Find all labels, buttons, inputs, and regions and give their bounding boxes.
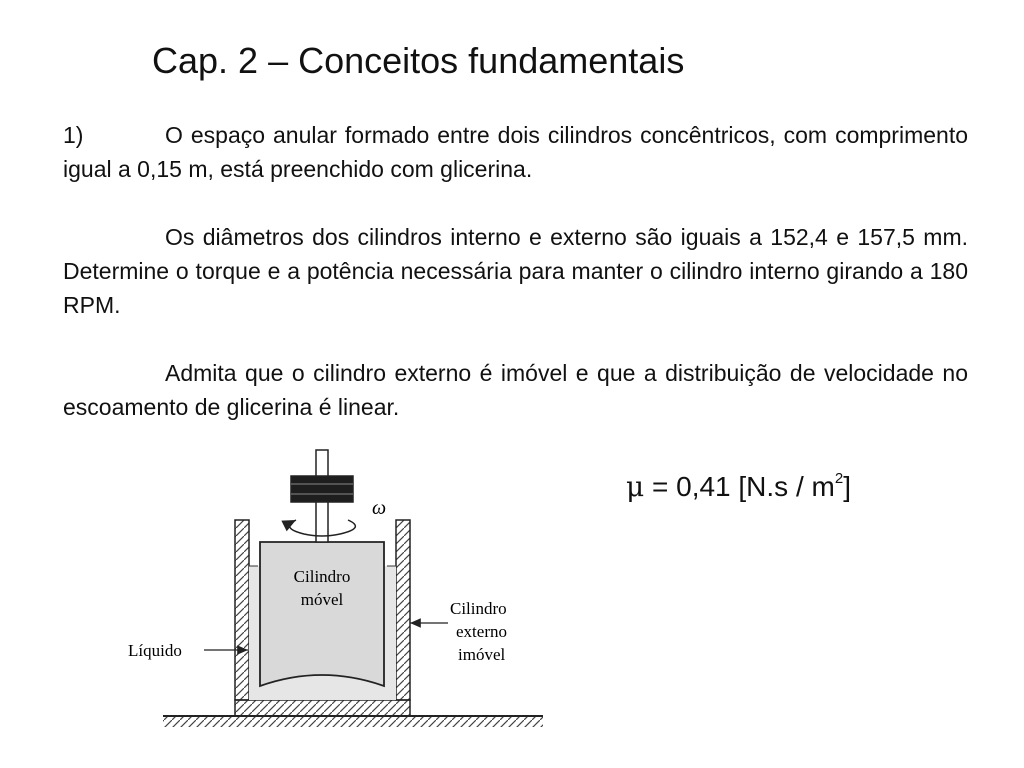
problem-text-2: Os diâmetros dos cilindros interno e externo são iguais a 152,4 e 157,5 mm. Determine o torque e a potência necessária para manter o cilindro interno girando a 180 RPM. xyxy=(63,224,968,318)
problem-paragraph-2 xyxy=(63,220,968,322)
formula-value: 0,41 xyxy=(676,471,731,502)
problem-text-1: O espaço anular formado entre dois cilindros concêntricos, com comprimento igual a 0,15 m, está preenchido com glicerina. xyxy=(63,122,968,182)
inner-cylinder xyxy=(260,542,384,686)
formula-unit: $[N.s / m^2]$ xyxy=(738,470,851,502)
cylinder-diagram xyxy=(108,440,548,745)
omega-label: ω xyxy=(372,497,387,519)
problem-paragraph-1 xyxy=(63,118,968,186)
viscosity-formula xyxy=(626,470,851,503)
problem-text-3: Admita que o cilindro externo é imóvel e que a distribuição de velocidade no escoamento de glicerina é linear. xyxy=(63,360,968,420)
formula-equals: = xyxy=(651,471,669,502)
outer-cylinder-label-3: imóvel xyxy=(458,645,506,664)
shaft xyxy=(291,450,353,542)
inner-cylinder-label-2: móvel xyxy=(300,590,344,609)
page-title: Cap. 2 – Conceitos fundamentais xyxy=(152,40,685,81)
problem-paragraph-3 xyxy=(63,356,968,424)
liquid-label: Líquido xyxy=(128,641,182,660)
problem-number: 1) xyxy=(63,122,84,148)
inner-cylinder-label-1: Cilindro xyxy=(293,567,351,586)
mu-symbol: μ xyxy=(626,470,645,503)
outer-cylinder-label-1: Cilindro xyxy=(450,599,507,618)
ground xyxy=(163,716,543,727)
outer-cylinder-label-2: externo xyxy=(456,622,507,641)
